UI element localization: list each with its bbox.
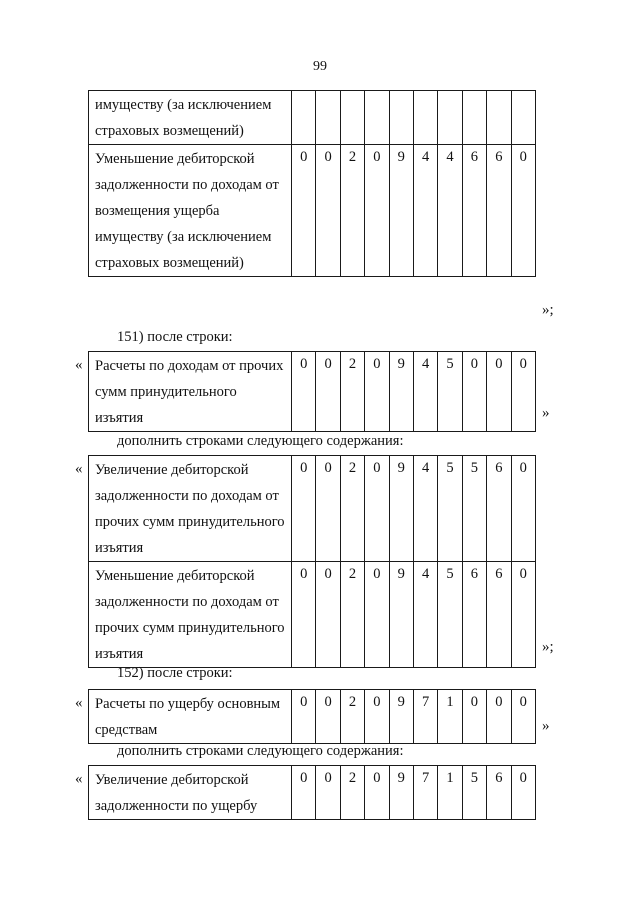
opening-quote: «: [75, 357, 83, 373]
code-digit-cell: 0: [511, 145, 535, 277]
instruction-add-rows-1: дополнить строками следующего содержания:: [117, 433, 404, 449]
code-digit-cell: 5: [438, 352, 462, 432]
code-digit-cell: [340, 91, 364, 145]
code-digit-cell: 0: [316, 145, 340, 277]
code-digit-cell: [365, 91, 389, 145]
table-row: [89, 766, 536, 820]
code-digit-cell: 0: [511, 766, 535, 820]
code-digit-cell: [292, 91, 316, 145]
row-name: Уменьшение дебиторской задолженности по доходам от прочих сумм принудительного изъятия: [89, 562, 292, 668]
code-digit-cell: 0: [316, 766, 340, 820]
code-digit-cell: 6: [487, 562, 511, 668]
code-digit-cell: 0: [292, 352, 316, 432]
opening-quote: «: [75, 695, 83, 711]
code-digit-cell: 0: [511, 352, 535, 432]
code-digit-cell: 0: [487, 690, 511, 744]
code-digit-cell: [462, 91, 486, 145]
code-digit-cell: 2: [340, 562, 364, 668]
code-digit-cell: 5: [462, 766, 486, 820]
table-row: [89, 690, 536, 744]
code-digit-cell: 0: [292, 562, 316, 668]
code-digit-cell: 2: [340, 352, 364, 432]
code-table-3: [88, 455, 536, 668]
instruction-after-row-151: 151) после строки:: [117, 329, 233, 345]
code-table-1: [88, 90, 536, 277]
code-digit-cell: 1: [438, 690, 462, 744]
closing-quote: »: [542, 718, 550, 734]
code-digit-cell: 5: [462, 456, 486, 562]
instruction-add-rows-2: дополнить строками следующего содержания:: [117, 743, 404, 759]
table-row: [89, 145, 536, 277]
code-digit-cell: 0: [462, 690, 486, 744]
code-digit-cell: 0: [316, 562, 340, 668]
code-table-2: [88, 351, 536, 432]
code-digit-cell: 9: [389, 352, 413, 432]
row-name: имуществу (за исключением страховых возмещений): [89, 91, 292, 145]
code-digit-cell: [316, 91, 340, 145]
row-name: Увеличение дебиторской задолженности по ущербу: [89, 766, 292, 820]
code-digit-cell: 0: [292, 766, 316, 820]
code-digit-cell: 7: [413, 766, 437, 820]
code-digit-cell: 9: [389, 145, 413, 277]
code-digit-cell: 0: [316, 352, 340, 432]
code-digit-cell: 6: [487, 766, 511, 820]
table-row: [89, 562, 536, 668]
code-digit-cell: 6: [462, 562, 486, 668]
code-digit-cell: 0: [292, 145, 316, 277]
instruction-after-row-152: 152) после строки:: [117, 665, 233, 681]
code-digit-cell: 6: [487, 145, 511, 277]
code-digit-cell: 0: [316, 456, 340, 562]
code-digit-cell: 2: [340, 145, 364, 277]
code-digit-cell: 6: [462, 145, 486, 277]
code-digit-cell: 5: [438, 562, 462, 668]
page-number: 99: [313, 59, 327, 74]
code-digit-cell: 0: [365, 562, 389, 668]
closing-quote: »: [542, 405, 550, 421]
code-digit-cell: 0: [511, 562, 535, 668]
opening-quote: «: [75, 461, 83, 477]
row-name: Расчеты по ущербу основным средствам: [89, 690, 292, 744]
code-digit-cell: 4: [413, 562, 437, 668]
table-row: [89, 456, 536, 562]
code-digit-cell: 0: [487, 352, 511, 432]
code-digit-cell: [389, 91, 413, 145]
code-digit-cell: 4: [413, 456, 437, 562]
code-digit-cell: 9: [389, 766, 413, 820]
code-digit-cell: 0: [292, 456, 316, 562]
row-name: Уменьшение дебиторской задолженности по доходам от возмещения ущерба имуществу (за исключением страховых возмещений): [89, 145, 292, 277]
closing-quote-semicolon: »;: [542, 302, 554, 318]
code-digit-cell: 0: [365, 352, 389, 432]
code-digit-cell: 0: [365, 766, 389, 820]
code-digit-cell: 1: [438, 766, 462, 820]
code-digit-cell: 0: [511, 690, 535, 744]
code-digit-cell: 6: [487, 456, 511, 562]
code-digit-cell: [438, 91, 462, 145]
code-digit-cell: 9: [389, 456, 413, 562]
code-digit-cell: 2: [340, 690, 364, 744]
code-digit-cell: 0: [511, 456, 535, 562]
code-digit-cell: 0: [365, 145, 389, 277]
code-digit-cell: 0: [365, 690, 389, 744]
code-digit-cell: 4: [413, 145, 437, 277]
code-digit-cell: 9: [389, 690, 413, 744]
code-digit-cell: [511, 91, 535, 145]
code-digit-cell: [487, 91, 511, 145]
code-digit-cell: 7: [413, 690, 437, 744]
closing-quote-semicolon: »;: [542, 639, 554, 655]
code-digit-cell: 0: [292, 690, 316, 744]
code-digit-cell: 5: [438, 456, 462, 562]
code-digit-cell: 0: [365, 456, 389, 562]
code-digit-cell: 2: [340, 766, 364, 820]
row-name: Расчеты по доходам от прочих сумм принудительного изъятия: [89, 352, 292, 432]
row-name: Увеличение дебиторской задолженности по доходам от прочих сумм принудительного изъятия: [89, 456, 292, 562]
code-digit-cell: 0: [316, 690, 340, 744]
code-table-5: [88, 765, 536, 820]
table-row: [89, 91, 536, 145]
table-row: [89, 352, 536, 432]
code-digit-cell: 0: [462, 352, 486, 432]
opening-quote: «: [75, 771, 83, 787]
code-digit-cell: [413, 91, 437, 145]
code-digit-cell: 4: [438, 145, 462, 277]
code-table-4: [88, 689, 536, 744]
code-digit-cell: 2: [340, 456, 364, 562]
code-digit-cell: 4: [413, 352, 437, 432]
code-digit-cell: 9: [389, 562, 413, 668]
